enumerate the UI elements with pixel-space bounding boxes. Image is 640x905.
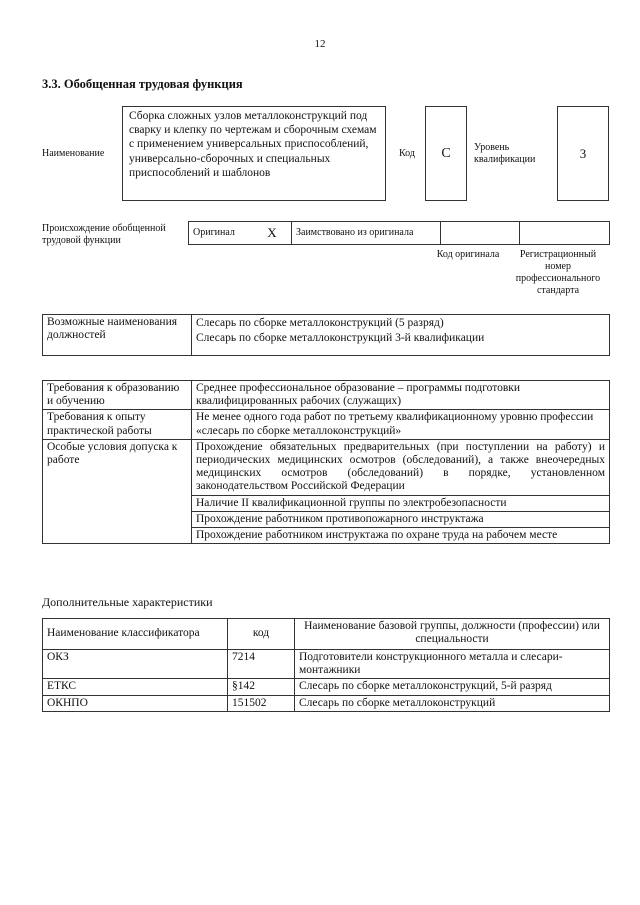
name-label: Наименование	[42, 148, 105, 159]
registration-number-cell	[520, 222, 610, 245]
name-value: Сборка сложных узлов металлоконструкций под сварку и клепку по чертежам и сборочным схемам с применением универсальных приспособлений, универсально-сборочных и специальных приспособлений и шаблонов	[129, 110, 377, 179]
possible-names-label: Возможные наименования должностей	[43, 315, 192, 356]
name-value-box	[122, 106, 386, 201]
borrowed-label: Заимствовано из оригинала	[292, 222, 441, 245]
col-header-classifier: Наименование классификатора	[43, 619, 228, 650]
classifier-table	[42, 618, 610, 712]
condition-electrical: Наличие II квалификационной группы по электробезопасности	[192, 495, 610, 511]
condition-medical: Прохождение обязательных предварительных (при поступлении на работу) и периодических медицинских осмотров (обследований), а также внеочередных медицинских осмотров (обследований) в порядке, установленном законодательством Российской Федерации	[192, 439, 610, 495]
origin-label: Происхождение обобщенной трудовой функции	[42, 223, 166, 246]
code-caption: Код оригинала	[436, 249, 500, 260]
origin-table	[188, 221, 610, 245]
classifier-row-1-title: Слесарь по сборке металлоконструкций, 5-й разряд	[295, 679, 610, 695]
code-value: C	[441, 145, 451, 161]
code-label: Код	[399, 148, 415, 159]
section-title: 3.3. Обобщенная трудовая функция	[42, 77, 243, 91]
classifier-row-0-name: ОКЗ	[43, 650, 228, 679]
classifier-row-2-title: Слесарь по сборке металлоконструкций	[295, 695, 610, 711]
level-value: 3	[579, 145, 587, 161]
classifier-row-2-code: 151502	[228, 695, 295, 711]
special-conditions-label: Особые условия допуска к работе	[43, 439, 192, 543]
possible-name-1: Слесарь по сборке металлоконструкций (5 разряд)	[192, 315, 610, 332]
level-box	[557, 106, 609, 201]
reg-caption: Регистрационный номер профессионального стандарта	[515, 249, 601, 296]
education-label: Требования к образованию и обучению	[43, 381, 192, 410]
condition-labor-safety: Прохождение работником инструктажа по охране труда на рабочем месте	[192, 528, 610, 544]
experience-label: Требования к опыту практической работы	[43, 410, 192, 439]
code-box	[425, 106, 467, 201]
condition-fire: Прохождение работником противопожарного инструктажа	[192, 511, 610, 527]
classifier-row-0-code: 7214	[228, 650, 295, 679]
original-label: Оригинал	[189, 222, 254, 245]
classifier-row-2-name: ОКНПО	[43, 695, 228, 711]
possible-names-table	[42, 314, 610, 356]
original-code-cell	[441, 222, 520, 245]
level-label: Уровень квалификации	[474, 142, 536, 165]
classifier-row-0-title: Подготовители конструкционного металла и слесари-монтажники	[295, 650, 610, 679]
requirements-table	[42, 380, 610, 544]
classifier-row-1-name: ЕТКС	[43, 679, 228, 695]
col-header-code: код	[228, 619, 295, 650]
possible-name-2: Слесарь по сборке металлоконструкций 3-й квалификации	[192, 331, 610, 356]
col-header-name: Наименование базовой группы, должности (профессии) или специальности	[295, 619, 610, 650]
education-value: Среднее профессиональное образование – программы подготовки квалифицированных рабочих (служащих)	[192, 381, 610, 410]
page-number: 12	[314, 38, 326, 50]
additional-title: Дополнительные характеристики	[42, 595, 213, 609]
experience-value: Не менее одного года работ по третьему квалификационному уровню профессии «слесарь по сборке металлоконструкций»	[192, 410, 610, 439]
classifier-row-1-code: §142	[228, 679, 295, 695]
original-mark: X	[253, 222, 292, 245]
